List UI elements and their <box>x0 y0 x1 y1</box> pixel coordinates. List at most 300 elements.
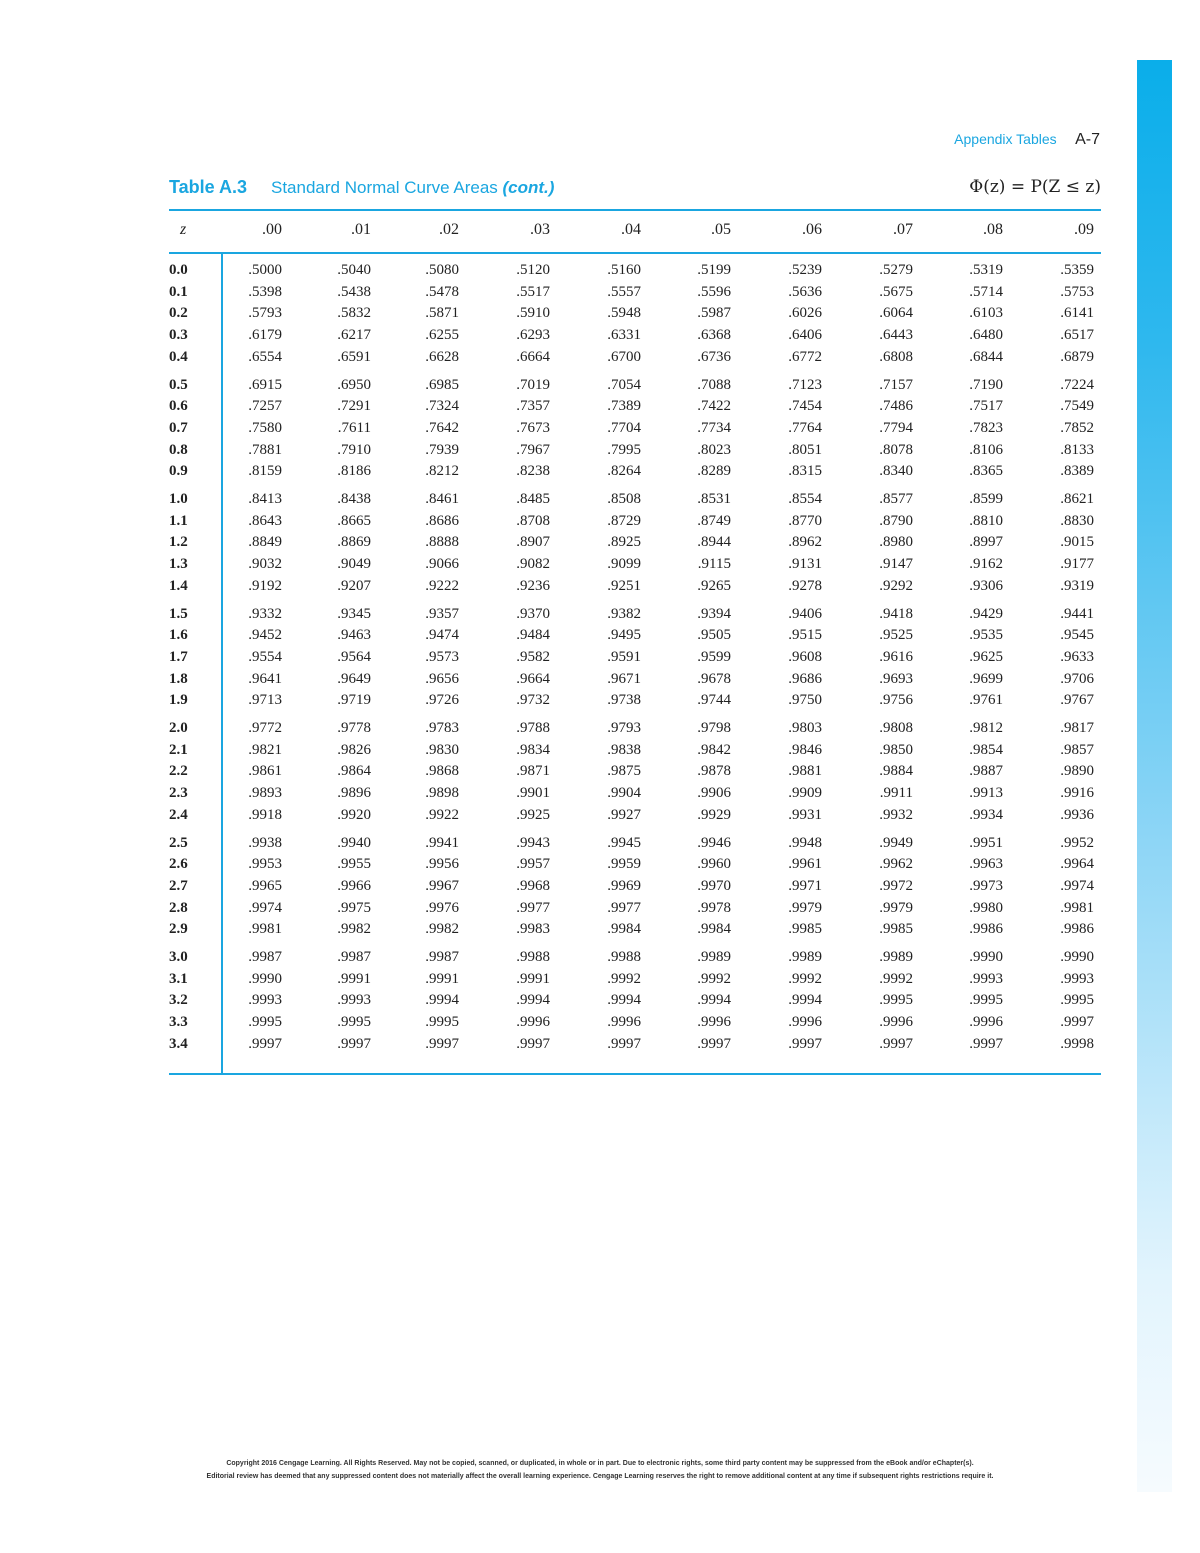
table-cell: .6591 <box>337 348 371 365</box>
table-cell: .9945 <box>607 834 641 851</box>
table-cell: .9909 <box>788 785 822 802</box>
table-cell: .9955 <box>337 856 371 873</box>
table-cell: .5199 <box>697 262 731 278</box>
table-cell: .9991 <box>425 970 459 987</box>
table-cell: .5359 <box>1060 262 1094 278</box>
table-top-rule <box>169 209 1101 211</box>
table-cell: .9943 <box>516 834 550 851</box>
table-cell: .8554 <box>788 491 822 507</box>
table-cell: .7734 <box>697 419 731 436</box>
z-value: 0.3 <box>169 327 188 344</box>
z-value: 2.8 <box>169 899 188 916</box>
table-cell: .9772 <box>248 720 282 736</box>
table-cell: .9633 <box>1060 648 1094 665</box>
column-header: .03 <box>530 221 550 238</box>
table-cell: .8315 <box>788 463 822 480</box>
table-cell: .9788 <box>516 720 550 736</box>
table-cell: .9996 <box>607 1014 641 1031</box>
table-cell: .9484 <box>516 627 550 644</box>
table-cell: .9951 <box>969 834 1003 851</box>
table-cell: .9131 <box>788 556 822 573</box>
table-cell: .8289 <box>697 463 731 480</box>
table-cell: .9115 <box>697 556 731 573</box>
table-cell: .9686 <box>788 670 822 687</box>
table-cell: .9817 <box>1060 720 1094 736</box>
table-cell: .7910 <box>337 441 371 458</box>
table-cell: .5438 <box>337 283 371 300</box>
table-cell: .9946 <box>697 834 731 851</box>
z-value: 3.2 <box>169 992 188 1009</box>
table-cell: .9970 <box>697 877 731 894</box>
table-cell: .9992 <box>607 970 641 987</box>
table-cell: .9963 <box>969 856 1003 873</box>
table-cell: .8980 <box>879 534 913 551</box>
column-header: .00 <box>262 221 282 238</box>
table-cell: .9949 <box>879 834 913 851</box>
table-cell: .9941 <box>425 834 459 851</box>
table-cell: .9830 <box>425 741 459 758</box>
z-value: 0.0 <box>169 262 188 278</box>
table-cell: .9222 <box>425 577 459 594</box>
table-cell: .5793 <box>248 305 282 322</box>
table-cell: .8790 <box>879 512 913 529</box>
table-cell: .9934 <box>969 806 1003 823</box>
table-cell: .9394 <box>697 605 731 622</box>
table-cell: .9992 <box>788 970 822 987</box>
table-cell: .8830 <box>1060 512 1094 529</box>
table-cell: .9978 <box>697 899 731 916</box>
z-value: 0.2 <box>169 305 188 322</box>
table-cell: .9996 <box>969 1014 1003 1031</box>
table-cell: .8997 <box>969 534 1003 551</box>
table-cell: .9750 <box>788 692 822 709</box>
table-cell: .9995 <box>425 1014 459 1031</box>
table-cell: .9994 <box>697 992 731 1009</box>
table-cell: .9968 <box>516 877 550 894</box>
z-value: 1.8 <box>169 670 188 687</box>
table-cell: .6103 <box>969 305 1003 322</box>
table-cell: .9495 <box>607 627 641 644</box>
table-cell: .9345 <box>337 605 371 622</box>
table-cell: .9997 <box>425 1035 459 1052</box>
table-cell: .9726 <box>425 692 459 709</box>
table-cell: .9798 <box>697 720 731 736</box>
table-cell: .9927 <box>607 806 641 823</box>
table-cell: .9984 <box>697 921 731 938</box>
table-cell: .9996 <box>697 1014 731 1031</box>
z-value: 3.1 <box>169 970 188 987</box>
table-cell: .9980 <box>969 899 1003 916</box>
table-cell: .9778 <box>337 720 371 736</box>
table-cell: .8729 <box>607 512 641 529</box>
table-cell: .9993 <box>1060 970 1094 987</box>
table-cell: .9738 <box>607 692 641 709</box>
column-header: .08 <box>983 221 1003 238</box>
table-cell: .9857 <box>1060 741 1094 758</box>
table-cell: .9975 <box>337 899 371 916</box>
table-cell: .9997 <box>788 1035 822 1052</box>
table-cell: .9957 <box>516 856 550 873</box>
table-cell: .9911 <box>879 785 913 802</box>
table-cell: .7939 <box>425 441 459 458</box>
table-cell: .9418 <box>879 605 913 622</box>
table-cell: .7190 <box>969 376 1003 393</box>
table-cell: .9032 <box>248 556 282 573</box>
table-cell: .9932 <box>879 806 913 823</box>
table-cell: .5478 <box>425 283 459 300</box>
table-cell: .9997 <box>879 1035 913 1052</box>
table-cell: .9982 <box>337 921 371 938</box>
table-cell: .8365 <box>969 463 1003 480</box>
table-cell: .8106 <box>969 441 1003 458</box>
table-cell: .9992 <box>697 970 731 987</box>
table-cell: .9987 <box>337 949 371 965</box>
table-cell: .9812 <box>969 720 1003 736</box>
table-cell: .8531 <box>697 491 731 507</box>
table-cell: .7088 <box>697 376 731 393</box>
table-cell: .9990 <box>969 949 1003 965</box>
z-value: 2.3 <box>169 785 188 802</box>
table-heading <box>169 175 1101 203</box>
table-vertical-rule <box>221 253 223 1074</box>
table-cell: .9995 <box>1060 992 1094 1009</box>
table-bottom-rule <box>169 1073 1101 1075</box>
table-cell: .9997 <box>607 1035 641 1052</box>
table-cell: .9961 <box>788 856 822 873</box>
side-color-bar <box>1137 60 1172 1492</box>
table-cell: .7422 <box>697 398 731 415</box>
table-cell: .9916 <box>1060 785 1094 802</box>
table-cell: .9838 <box>607 741 641 758</box>
table-cell: .9982 <box>425 921 459 938</box>
table-cell: .9099 <box>607 556 641 573</box>
footer-line-2: Editorial review has deemed that any suppressed content does not materially affect the overall learning experience. Cengage Learning reserves the right to remove additional content at any time if subsequent rights restrictions require it. <box>206 1473 994 1480</box>
table-cell: .9979 <box>879 899 913 916</box>
table-cell: .7357 <box>516 398 550 415</box>
table-cell: .8340 <box>879 463 913 480</box>
z-value: 2.7 <box>169 877 188 894</box>
table-cell: .5557 <box>607 283 641 300</box>
z-value: 0.9 <box>169 463 188 480</box>
table-cell: .9989 <box>879 949 913 965</box>
table-cell: .9890 <box>1060 763 1094 780</box>
table-cell: .8849 <box>248 534 282 551</box>
table-cell: .9987 <box>248 949 282 965</box>
z-value: 2.2 <box>169 763 188 780</box>
table-cell: .5871 <box>425 305 459 322</box>
table-cell: .9904 <box>607 785 641 802</box>
z-value: 2.4 <box>169 806 188 823</box>
table-cell: .6064 <box>879 305 913 322</box>
table-cell: .8212 <box>425 463 459 480</box>
table-cell: .5040 <box>337 262 371 278</box>
table-cell: .8186 <box>337 463 371 480</box>
running-head-section: Appendix Tables <box>954 131 1057 147</box>
table-cell: .5080 <box>425 262 459 278</box>
table-cell: .5160 <box>607 262 641 278</box>
table-cell: .9964 <box>1060 856 1094 873</box>
table-cell: .8485 <box>516 491 550 507</box>
table-cell: .9940 <box>337 834 371 851</box>
table-cell: .9382 <box>607 605 641 622</box>
table-cell: .9993 <box>337 992 371 1009</box>
table-cell: .9981 <box>1060 899 1094 916</box>
table-cell: .5596 <box>697 283 731 300</box>
table-cell: .9977 <box>607 899 641 916</box>
table-cell: .9641 <box>248 670 282 687</box>
table-cell: .8461 <box>425 491 459 507</box>
table-cell: .8159 <box>248 463 282 480</box>
table-cell: .9463 <box>337 627 371 644</box>
table-cell: .9898 <box>425 785 459 802</box>
table-cell: .9997 <box>969 1035 1003 1052</box>
table-cell: .6368 <box>697 327 731 344</box>
table-cell: .6406 <box>788 327 822 344</box>
table-cell: .6664 <box>516 348 550 365</box>
table-cell: .5636 <box>788 283 822 300</box>
table-cell: .6331 <box>607 327 641 344</box>
table-cell: .9656 <box>425 670 459 687</box>
table-cell: .9948 <box>788 834 822 851</box>
table-cell: .9162 <box>969 556 1003 573</box>
column-header: .07 <box>893 221 913 238</box>
table-cell: .8925 <box>607 534 641 551</box>
table-cell: .9972 <box>879 877 913 894</box>
table-cell: .7517 <box>969 398 1003 415</box>
table-cell: .9236 <box>516 577 550 594</box>
table-cell: .9931 <box>788 806 822 823</box>
table-cell: .9878 <box>697 763 731 780</box>
table-cell: .9582 <box>516 648 550 665</box>
table-cell: .5279 <box>879 262 913 278</box>
table-cell: .9989 <box>788 949 822 965</box>
table-cell: .9994 <box>788 992 822 1009</box>
table-cell: .9988 <box>516 949 550 965</box>
table-cell: .9082 <box>516 556 550 573</box>
table-cell: .9974 <box>1060 877 1094 894</box>
table-label: Table A.3 <box>169 177 248 197</box>
table-cell: .8238 <box>516 463 550 480</box>
table-cell: .9713 <box>248 692 282 709</box>
table-cell: .8907 <box>516 534 550 551</box>
z-value: 0.1 <box>169 283 188 300</box>
table-cell: .9918 <box>248 806 282 823</box>
z-value: 1.9 <box>169 692 188 709</box>
table-header-rule <box>169 252 1101 254</box>
table-cell: .9979 <box>788 899 822 916</box>
table-cell: .5239 <box>788 262 822 278</box>
table-cell: .6293 <box>516 327 550 344</box>
table-cell: .9984 <box>607 921 641 938</box>
z-value: 3.4 <box>169 1035 188 1052</box>
table-cell: .6443 <box>879 327 913 344</box>
table-cell: .9608 <box>788 648 822 665</box>
table-cell: .9965 <box>248 877 282 894</box>
z-value: 0.7 <box>169 419 188 436</box>
table-cell: .9987 <box>425 949 459 965</box>
table-cell: .9699 <box>969 670 1003 687</box>
table-cell: .9834 <box>516 741 550 758</box>
table-cell: .9906 <box>697 785 731 802</box>
table-cell: .7054 <box>607 376 641 393</box>
column-header: .02 <box>439 221 459 238</box>
table-cell: .9625 <box>969 648 1003 665</box>
table-cell: .6554 <box>248 348 282 365</box>
table-cell: .9441 <box>1060 605 1094 622</box>
table-cell: .9956 <box>425 856 459 873</box>
table-cell: .9996 <box>788 1014 822 1031</box>
table-cell: .9147 <box>879 556 913 573</box>
table-cell: .6628 <box>425 348 459 365</box>
table-cell: .9997 <box>697 1035 731 1052</box>
table-cell: .9966 <box>337 877 371 894</box>
table-cell: .7673 <box>516 419 550 436</box>
table-cell: .7794 <box>879 419 913 436</box>
table-cell: .9671 <box>607 670 641 687</box>
table-cell: .9922 <box>425 806 459 823</box>
table-cell: .9474 <box>425 627 459 644</box>
table-cell: .9535 <box>969 627 1003 644</box>
table-cell: .9332 <box>248 605 282 622</box>
z-value: 1.7 <box>169 648 188 665</box>
table-cell: .6808 <box>879 348 913 365</box>
table-cell: .8810 <box>969 512 1003 529</box>
table-cell: .9319 <box>1060 577 1094 594</box>
table-cell: .6879 <box>1060 348 1094 365</box>
table-cell: .9995 <box>879 992 913 1009</box>
table-cell: .8599 <box>969 491 1003 507</box>
table-cell: .9995 <box>969 992 1003 1009</box>
table-cell: .9997 <box>516 1035 550 1052</box>
table-cell: .9871 <box>516 763 550 780</box>
table-cell: .9049 <box>337 556 371 573</box>
table-cell: .9761 <box>969 692 1003 709</box>
table-cell: .9452 <box>248 627 282 644</box>
z-value: 0.6 <box>169 398 188 415</box>
table-cell: .9971 <box>788 877 822 894</box>
z-column-header: z <box>180 221 187 238</box>
table-cell: .6915 <box>248 376 282 393</box>
table-cell: .9591 <box>607 648 641 665</box>
table-cell: .8962 <box>788 534 822 551</box>
table-cell: .9292 <box>879 577 913 594</box>
table-cell: .7967 <box>516 441 550 458</box>
table-cell: .5675 <box>879 283 913 300</box>
table-cell: .7224 <box>1060 376 1094 393</box>
table-cell: .5714 <box>969 283 1003 300</box>
table-cell: .6844 <box>969 348 1003 365</box>
table-cell: .9564 <box>337 648 371 665</box>
z-value: 0.5 <box>169 376 188 393</box>
table-cell: .9997 <box>337 1035 371 1052</box>
table-cell: .9803 <box>788 720 822 736</box>
table-cell: .9913 <box>969 785 1003 802</box>
table-title-suffix: (cont.) <box>502 178 555 197</box>
table-cell: .9976 <box>425 899 459 916</box>
table-cell: .7823 <box>969 419 1003 436</box>
z-value: 1.0 <box>169 491 188 507</box>
table-cell: .9783 <box>425 720 459 736</box>
column-header: .04 <box>621 221 641 238</box>
table-cell: .6700 <box>607 348 641 365</box>
table-cell: .6772 <box>788 348 822 365</box>
table-cell: .9938 <box>248 834 282 851</box>
table-cell: .9545 <box>1060 627 1094 644</box>
table-cell: .9993 <box>248 992 282 1009</box>
table-cell: .9962 <box>879 856 913 873</box>
z-value: 1.1 <box>169 512 188 529</box>
table-cell: .7157 <box>879 376 913 393</box>
table-cell: .9429 <box>969 605 1003 622</box>
table-cell: .5832 <box>337 305 371 322</box>
table-cell: .9991 <box>337 970 371 987</box>
table-cell: .8686 <box>425 512 459 529</box>
z-value: 2.6 <box>169 856 188 873</box>
table-cell: .9995 <box>337 1014 371 1031</box>
table-cell: .5319 <box>969 262 1003 278</box>
table-cell: .9993 <box>969 970 1003 987</box>
table-cell: .9744 <box>697 692 731 709</box>
table-cell: .9969 <box>607 877 641 894</box>
table-cell: .9983 <box>516 921 550 938</box>
table-cell: .9994 <box>607 992 641 1009</box>
table-cell: .9678 <box>697 670 731 687</box>
table-cell: .9960 <box>697 856 731 873</box>
table-cell: .9525 <box>879 627 913 644</box>
table-cell: .7291 <box>337 398 371 415</box>
table-cell: .9989 <box>697 949 731 965</box>
table-cell: .9177 <box>1060 556 1094 573</box>
table-cell: .6985 <box>425 376 459 393</box>
table-cell: .9997 <box>1060 1014 1094 1031</box>
table-cell: .7852 <box>1060 419 1094 436</box>
table-cell: .9896 <box>337 785 371 802</box>
table-cell: .7611 <box>337 419 371 436</box>
table-cell: .9808 <box>879 720 913 736</box>
table-cell: .9821 <box>248 741 282 758</box>
table-cell: .9881 <box>788 763 822 780</box>
table-cell: .8944 <box>697 534 731 551</box>
table-cell: .9732 <box>516 692 550 709</box>
footer-line-1: Copyright 2016 Cengage Learning. All Rights Reserved. May not be copied, scanned, or duplicated, in whole or in part. Due to electronic rights, some third party content may be suppressed from the eBook and/or eChapter(s). <box>226 1460 974 1467</box>
table-cell: .8078 <box>879 441 913 458</box>
z-value: 1.3 <box>169 556 188 573</box>
table-cell: .9925 <box>516 806 550 823</box>
table-cell: .6255 <box>425 327 459 344</box>
table-cell: .9994 <box>425 992 459 1009</box>
z-value: 1.5 <box>169 605 188 622</box>
table-cell: .5753 <box>1060 283 1094 300</box>
running-head <box>954 131 1100 149</box>
table-cell: .9515 <box>788 627 822 644</box>
table-cell: .8023 <box>697 441 731 458</box>
table-cell: .9616 <box>879 648 913 665</box>
table-cell: .9207 <box>337 577 371 594</box>
table-cell: .5517 <box>516 283 550 300</box>
table-cell: .8643 <box>248 512 282 529</box>
table-cell: .9995 <box>248 1014 282 1031</box>
column-header: .06 <box>802 221 822 238</box>
table-cell: .8051 <box>788 441 822 458</box>
table-cell: .9936 <box>1060 806 1094 823</box>
table-cell: .9767 <box>1060 692 1094 709</box>
table-cell: .8389 <box>1060 463 1094 480</box>
table-cell: .9854 <box>969 741 1003 758</box>
table-cell: .5948 <box>607 305 641 322</box>
table-cell: .8133 <box>1060 441 1094 458</box>
table-cell: .9793 <box>607 720 641 736</box>
table-cell: .7389 <box>607 398 641 415</box>
